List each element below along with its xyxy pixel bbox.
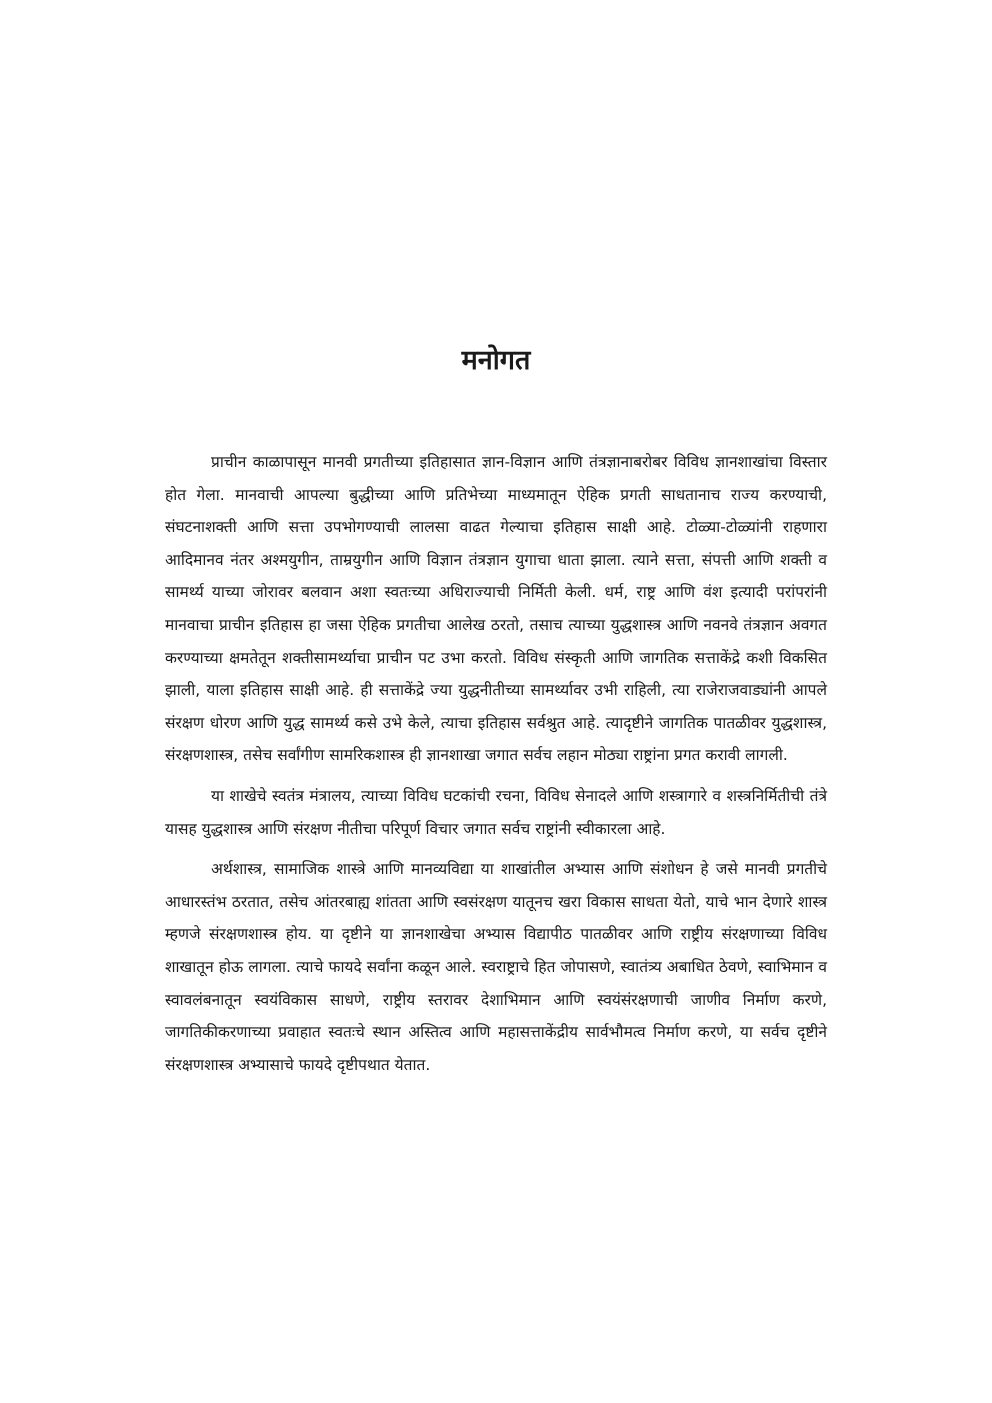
- paragraph-2: या शाखेचे स्वतंत्र मंत्रालय, त्याच्या विविध घटकांची रचना, विविध सेनादले आणि शस्त्रागारे व शस्त्रनिर्मितीची तंत्रे यासह युद्धशास्त्र आणि संरक्षण नीतीचा परिपूर्ण विचार जगात सर्वच राष्ट्रांनी स्वीकारला आहे.: [165, 786, 827, 838]
- body-text: [165, 446, 827, 1089]
- page-title: मनोगत: [461, 345, 531, 376]
- paragraph-3: अर्थशास्त्र, सामाजिक शास्त्रे आणि मानव्यविद्या या शाखांतील अभ्यास आणि संशोधन हे जसे मानवी प्रगतीचे आधारस्तंभ ठरतात, तसेच आंतरबाह्य शांतता आणि स्वसंरक्षण यातूनच खरा विकास साधता येतो, याचे भान देणारे शास्त्र म्हणजे संरक्षणशास्त्र होय. या दृष्टीने या ज्ञानशाखेचा अभ्यास विद्यापीठ पातळीवर आणि राष्ट्रीय संरक्षणाच्या विविध शाखातून होऊ लागला. त्याचे फायदे सर्वांना कळून आले. स्वराष्ट्राचे हित जोपासणे, स्वातंत्र्य अबाधित ठेवणे, स्वाभिमान व स्वावलंबनातून स्वयंविकास साधणे, राष्ट्रीय स्तरावर देशाभिमान आणि स्वयंसंरक्षणाची जाणीव निर्माण करणे, जागतिकीकरणाच्या प्रवाहात स्वतःचे स्थान अस्तित्व आणि महासत्ताकेंद्रीय सार्वभौमत्व निर्माण करणे, या सर्वच दृष्टीने संरक्षणशास्त्र अभ्यासाचे फायदे दृष्टीपथात येतात.: [165, 860, 827, 1074]
- paragraph-1: प्राचीन काळापासून मानवी प्रगतीच्या इतिहासात ज्ञान-विज्ञान आणि तंत्रज्ञानाबरोबर विविध ज्ञानशाखांचा विस्तार होत गेला. मानवाची आपल्या बुद्धीच्या आणि प्रतिभेच्या माध्यमातून ऐहिक प्रगती साधतानाच राज्य करण्याची, संघटनाशक्ती आणि सत्ता उपभोगण्याची लालसा वाढत गेल्याचा इतिहास साक्षी आहे. टोळ्या-टोळ्यांनी राहणारा आदिमानव नंतर अश्मयुगीन, ताम्रयुगीन आणि विज्ञान तंत्रज्ञान युगाचा धाता झाला. त्याने सत्ता, संपत्ती आणि शक्ती व सामर्थ्य याच्या जोरावर बलवान अशा स्वतःच्या अधिराज्याची निर्मिती केली. धर्म, राष्ट्र आणि वंश इत्यादी परांपरांनी मानवाचा प्राचीन इतिहास हा जसा ऐहिक प्रगतीचा आलेख ठरतो, तसाच त्याच्या युद्धशास्त्र आणि नवनवे तंत्रज्ञान अवगत करण्याच्या क्षमतेतून शक्तीसामर्थ्याचा प्राचीन पट उभा करतो. विविध संस्कृती आणि जागतिक सत्ताकेंद्रे कशी विकसित झाली, याला इतिहास साक्षी आहे. ही सत्ताकेंद्रे ज्या युद्धनीतीच्या सामर्थ्यावर उभी राहिली, त्या राजेराजवाड्यांनी आपले संरक्षण धोरण आणि युद्ध सामर्थ्य कसे उभे केले, त्याचा इतिहास सर्वश्रुत आहे. त्यादृष्टीने जागतिक पातळीवर युद्धशास्त्र, संरक्षणशास्त्र, तसेच सर्वांगीण सामरिकशास्त्र ही ज्ञानशाखा जगात सर्वच लहान मोठ्या राष्ट्रांना प्रगत करावी लागली.: [165, 453, 827, 765]
